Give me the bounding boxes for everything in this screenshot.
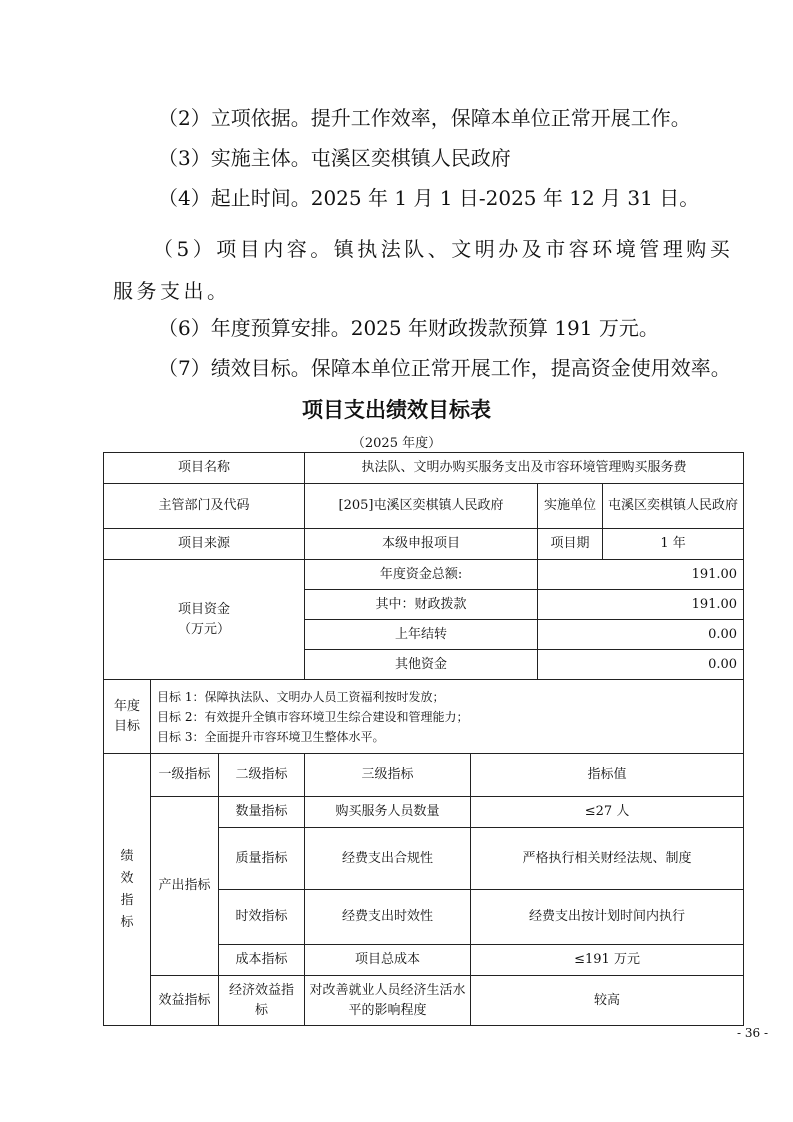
table-title: 项目支出绩效目标表: [302, 397, 491, 422]
indicator-level2: 经济效益指标: [219, 976, 305, 1026]
period-label: 项目期: [538, 529, 603, 560]
benefit-label: 效益指标: [151, 976, 219, 1026]
project-name-label: 项目名称: [104, 453, 305, 484]
fund-fiscal-value: 191.00: [538, 590, 744, 620]
fund-carryover-value: 0.00: [538, 620, 744, 650]
header-level1: 一级指标: [151, 754, 219, 797]
header-level3: 三级指标: [305, 754, 471, 797]
indicator-level3: 经费支出时效性: [305, 890, 471, 945]
table-row: [104, 484, 744, 529]
paragraph-implementer: （3）实施主体。屯溪区奕棋镇人民政府: [158, 146, 511, 170]
table-year: （2025 年度）: [351, 436, 442, 451]
performance-label-char: 绩: [120, 848, 134, 864]
paragraph-budget: （6）年度预算安排。2025 年财政拨款预算 191 万元。: [158, 316, 659, 340]
page-number: - 36 -: [736, 1026, 768, 1040]
table-row: [104, 560, 744, 590]
performance-label-char: 效: [120, 870, 134, 886]
fund-other-value: 0.00: [538, 650, 744, 680]
paragraph-period: （4）起止时间。2025 年 1 月 1 日-2025 年 12 月 31 日。: [158, 186, 700, 210]
header-level2: 二级指标: [219, 754, 305, 797]
fund-fiscal-label: 其中：财政拨款: [305, 590, 538, 620]
period-value: 1 年: [603, 529, 744, 560]
indicator-level3: 购买服务人员数量: [305, 797, 471, 828]
goal-item: 目标 2：有效提升全镇市容环境卫生综合建设和管理能力；: [157, 709, 469, 724]
indicator-level2: 时效指标: [219, 890, 305, 945]
indicator-value: ≤27 人: [471, 797, 744, 828]
fund-total-value: 191.00: [538, 560, 744, 590]
header-value: 指标值: [471, 754, 744, 797]
annual-goal-label: [104, 680, 151, 754]
output-label: 产出指标: [151, 797, 219, 976]
indicator-level3: 经费支出合规性: [305, 828, 471, 890]
table-row: [104, 754, 744, 797]
annual-goals: [151, 680, 744, 754]
funds-label: [104, 560, 305, 680]
performance-label: [104, 754, 151, 1026]
paragraph-content: （5）项目内容。镇执法队、文明办及市容环境管理购买服务支出。: [113, 237, 734, 303]
performance-label-char: 指: [120, 892, 134, 908]
fund-carryover-label: 上年结转: [305, 620, 538, 650]
table-row: [104, 680, 744, 754]
dept-label: 主管部门及代码: [104, 484, 305, 529]
indicator-value: ≤191 万元: [471, 945, 744, 976]
paragraph-basis: （2）立项依据。提升工作效率，保障本单位正常开展工作。: [158, 106, 691, 130]
table-row: [104, 529, 744, 560]
table-row: [104, 453, 744, 484]
funds-unit: （万元）: [178, 621, 231, 637]
indicator-value: 较高: [471, 976, 744, 1026]
goal-item: 目标 3：全面提升市容环境卫生整体水平。: [157, 729, 385, 744]
fund-total-label: 年度资金总额:: [305, 560, 538, 590]
indicator-level2: 数量指标: [219, 797, 305, 828]
table-row: [104, 797, 744, 828]
indicator-level3: 对改善就业人员经济生活水平的影响程度: [305, 976, 471, 1026]
paragraph-goal: （7）绩效目标。保障本单位正常开展工作，提高资金使用效率。: [158, 356, 731, 380]
indicator-value: 严格执行相关财经法规、制度: [471, 828, 744, 890]
source-label: 项目来源: [104, 529, 305, 560]
impl-label: 实施单位: [538, 484, 603, 529]
indicator-level3: 项目总成本: [305, 945, 471, 976]
funds-label-text: 项目资金: [178, 601, 231, 617]
fund-other-label: 其他资金: [305, 650, 538, 680]
table-row: [104, 976, 744, 1026]
performance-label-char: 标: [120, 914, 134, 930]
dept-value: [205]屯溪区奕棋镇人民政府: [305, 484, 538, 529]
impl-value: 屯溪区奕棋镇人民政府: [603, 484, 744, 529]
annual-goal-label-1: 年度: [113, 698, 140, 714]
goal-item: 目标 1：保障执法队、文明办人员工资福利按时发放；: [157, 689, 445, 704]
indicator-level2: 成本指标: [219, 945, 305, 976]
project-name-value: 执法队、文明办购买服务支出及市容环境管理购买服务费: [305, 453, 744, 484]
annual-goal-label-2: 目标: [113, 718, 140, 734]
indicator-level2: 质量指标: [219, 828, 305, 890]
indicator-value: 经费支出按计划时间内执行: [471, 890, 744, 945]
performance-table: [103, 452, 744, 1026]
source-value: 本级申报项目: [305, 529, 538, 560]
